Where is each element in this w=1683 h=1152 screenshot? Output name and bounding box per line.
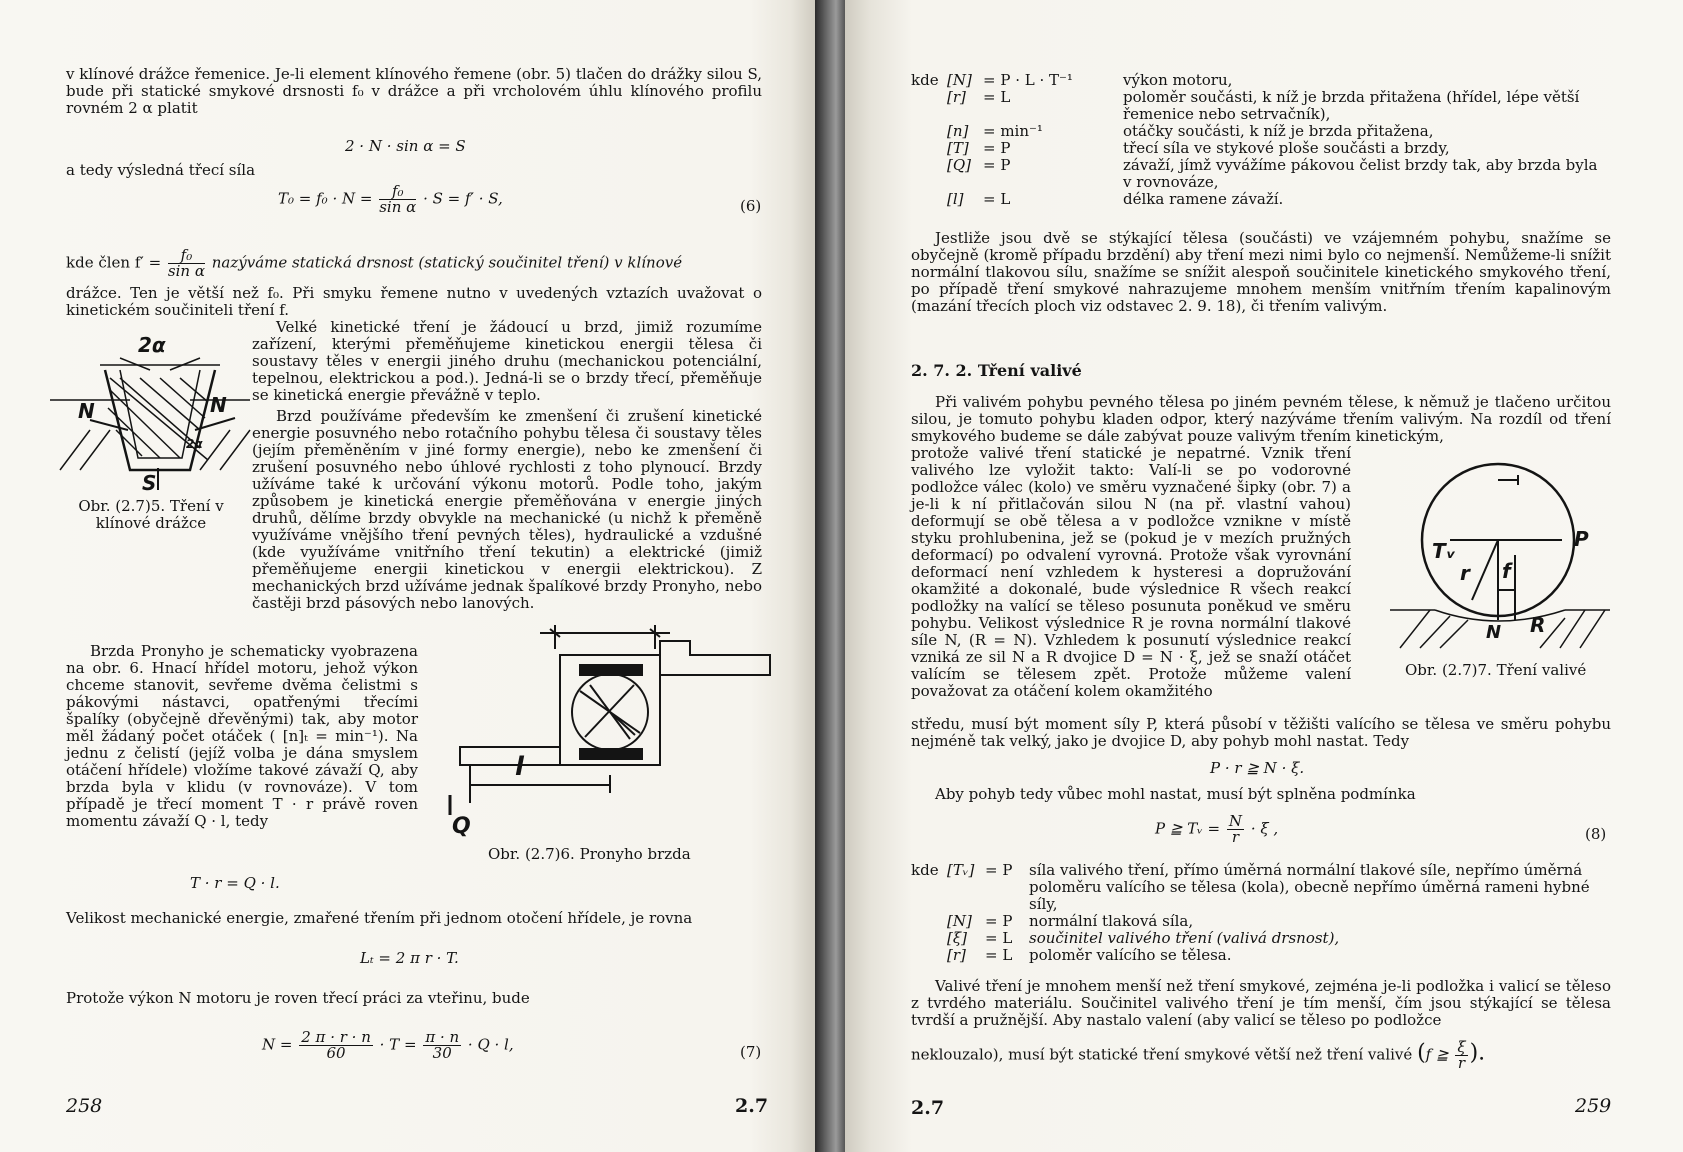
equation: 2 · N · sin α = S <box>345 137 466 155</box>
kde-label <box>911 913 947 930</box>
unit: = L <box>983 88 1011 106</box>
offset-label: f <box>1502 559 1511 583</box>
force-label: N <box>210 393 227 417</box>
force-label: Tᵥ <box>1432 539 1456 563</box>
unit: = P <box>985 861 1013 879</box>
definition-row <box>911 140 1611 157</box>
numerator: f₀ <box>379 184 416 200</box>
book-gutter <box>815 0 845 1152</box>
denominator: r <box>1231 828 1240 846</box>
left-page <box>0 0 815 1152</box>
definition-row <box>911 72 1611 89</box>
paragraph: Při valivém pohybu pevného tělesa po jiném pevném tělese, k němuž je tlačeno určitou silou, je tomuto pohybu kladen odpor, který nazýváme třením valivým. Na rozdíl od tření smykového budeme se dále zabývat pouze valivým třením kinetickým, <box>911 393 1611 445</box>
figure-prony-brake <box>440 625 780 839</box>
definition-row <box>911 123 1611 140</box>
definition-row <box>911 191 1611 208</box>
definition-row <box>911 930 1611 947</box>
fraction <box>1455 1040 1467 1071</box>
numerator: ξ <box>1457 1038 1466 1056</box>
symbol: [r] <box>947 946 966 964</box>
condition: f ≧ <box>1425 1045 1449 1064</box>
definition-row <box>911 862 1611 913</box>
radius-label: r <box>1460 561 1470 585</box>
definition-row <box>911 157 1611 191</box>
kde-label <box>911 930 947 947</box>
description: závaží, jímž vyvážíme pákovou čelist brzdy tak, aby brzda byla v rovnováze, <box>1123 156 1598 191</box>
symbol: [T] <box>947 139 969 157</box>
kde-label <box>911 89 947 123</box>
fraction <box>299 1030 373 1061</box>
equation-part: · Q · l, <box>467 1035 514 1054</box>
equation-part: · ξ , <box>1250 819 1279 838</box>
equation-part: T₀ = f₀ · N = <box>278 189 373 208</box>
section-mark: 2.7 <box>735 1095 769 1117</box>
unit: = L <box>983 190 1011 208</box>
paragraph: Jestliže jsou dvě se stýkající tělesa (součásti) ve vzájemném pohybu, snažíme se obyčejně (kromě případu brzdění) aby tření mezi nimi bylo co nejmenší. Nemůžeme-li snížit normální tlakovou sílu, snažíme se snížit alespoň součinitele kinetického smykového tření, po případě tření smykové nahrazujeme mnohem menším vnitřním třením kapalinovým (mazání třecích ploch viz odstavec 2. 9. 18), či třením valivým. <box>911 229 1611 315</box>
fraction <box>168 248 205 279</box>
force-label: N <box>78 399 95 423</box>
paragraph: drážce. Ten je větší než f₀. Při smyku řemene nutno v uvedených vztazích uvažovat o kinetickém součiniteli tření f. <box>66 284 762 319</box>
force-label: N <box>1486 622 1502 643</box>
paragraph: Velké kinetické tření je žádoucí u brzd, jimiž rozumíme zařízení, kterými přeměňujeme kinetickou energii tělesa či soustavy těles v energii jiného druhu (mechanickou potenciální, tepelnou, elektrickou a pod.). Jedná-li se o brzdy třecí, přeměňuje se kinetická energie převážně v teplo. <box>252 318 762 404</box>
equation-7 <box>262 1030 514 1061</box>
paragraph-line <box>911 1040 1611 1071</box>
paren-open: ( <box>1417 1040 1426 1066</box>
paragraph: v klínové drážce řemenice. Je-li element klínového řemene (obr. 5) tlačen do drážky silou S, bude při statické smykové drsnosti f₀ v drážce a při vrcholovém úhlu klínového profilu rovném 2 α platit <box>66 65 762 117</box>
unit: = L <box>985 946 1013 964</box>
unit: = L <box>985 929 1013 947</box>
fraction <box>379 184 416 215</box>
figure-caption: Obr. (2.7)6. Pronyho brzda <box>488 845 691 863</box>
angle-label: 2α <box>186 437 203 451</box>
denominator: 60 <box>326 1044 346 1062</box>
paragraph: a tedy výsledná třecí síla <box>66 161 256 179</box>
description: výkon motoru, <box>1123 71 1233 89</box>
paragraph-line <box>66 248 762 279</box>
text: kde člen f′ = <box>66 253 162 272</box>
kde-label <box>911 157 947 191</box>
page-number: 259 <box>1575 1095 1612 1117</box>
variable-definitions <box>911 72 1611 208</box>
kde-label <box>911 140 947 157</box>
equation-part: P ≧ Tᵥ = <box>1155 819 1221 838</box>
equation: P · r ≧ N · ξ. <box>1210 759 1305 777</box>
kde-label: kde <box>911 861 939 879</box>
fraction <box>423 1030 461 1061</box>
angle-label: 2α <box>138 333 166 357</box>
unit: = P <box>983 139 1011 157</box>
paragraph: Valivé tření je mnohem menší než tření smykové, zejména je-li podložka i valicí se těleso z tvrdého materiálu. Součinitel valivého tření je tím menší, čím jsou stýkající se tělesa tvrdší a pružnější. Aby nastalo valení (aby valicí se těleso po podložce <box>911 977 1611 1029</box>
equation: Lₜ = 2 π r · T. <box>360 949 459 967</box>
unit: = P <box>985 912 1013 930</box>
variable-definitions <box>911 862 1611 964</box>
figure-caption: Obr. (2.7)5. Tření v klínové drážce <box>78 497 224 532</box>
definition-row <box>911 89 1611 123</box>
figure-rolling-friction <box>1390 460 1610 650</box>
description: otáčky součásti, k níž je brzda přitažena, <box>1123 122 1434 140</box>
paragraph: protože valivé tření statické je nepatrné. Vznik tření valivého lze vyložit takto: Valí-li se po vodorovné podložce válec (kolo) ve směru vyznačené šipky (obr. 7) a je-li k ní přitlačován silou N (na př. vlastní vahou) deformují se obě tělesa a v podložce vznikne v místě styku prohlubenina, jež se (pokud je v mezích pružných deformací) po odvalení vyrovná. Protože však vyrovnání deformací není vzhledem k hysteresi a dopružování okamžité a dokonalé, bude výslednice R všech reakcí podložky na valící se těleso posunuta poněkud ve směru pohybu. Velikost výslednice R je rovna normální tlakové síle N, (R = N). Vzhledem k posunutí výslednice reakcí vzniká ze sil N a R dvojice D = N · ξ, jež se snaží otáčet valícím se tělesem zpět. Protože můžeme valení považovat za otáčení kolem okamžitého <box>911 444 1351 700</box>
equation-part: · T = <box>379 1035 417 1054</box>
kde-label <box>911 191 947 208</box>
description: poloměr valícího se tělesa. <box>1029 946 1232 964</box>
description: síla valivého tření, přímo úměrná normální tlakové síle, nepřímo úměrná poloměru valícího se tělesa (kola), obecně nepřímo úměrná rameni hybné síly, <box>1029 861 1590 913</box>
weight-label: Q <box>452 814 471 839</box>
symbol: [Q] <box>947 156 972 174</box>
equation-6 <box>278 184 503 215</box>
numerator: f₀ <box>168 248 205 264</box>
paragraph: Velikost mechanické energie, zmařené třením při jednom otočení hřídele, je rovna <box>66 909 693 927</box>
paragraph: středu, musí být moment síly P, která působí v těžišti valícího se tělesa ve směru pohybu nejméně tak velký, jako je dvojice D, aby pohyb mohl nastat. Tedy <box>911 715 1611 750</box>
equation-number: (8) <box>1585 825 1607 843</box>
unit: = P · L · T⁻¹ <box>983 71 1073 89</box>
text: neklouzalo), musí být statické tření smykové větší než tření valivé <box>911 1045 1413 1064</box>
symbol: [n] <box>947 122 969 140</box>
numerator: π · n <box>425 1028 460 1046</box>
denominator: sin α <box>379 198 417 216</box>
symbol: [N] <box>947 912 972 930</box>
denominator: r <box>1457 1054 1466 1072</box>
denominator: 30 <box>432 1044 452 1062</box>
page-number: 258 <box>66 1095 103 1117</box>
equation-part: · S = f′ · S, <box>423 189 503 208</box>
equation-number: (6) <box>740 197 762 215</box>
symbol: [Tᵥ] <box>947 861 975 879</box>
equation-8 <box>1155 814 1278 845</box>
section-heading: 2. 7. 2. Tření valivé <box>911 361 1082 380</box>
paragraph: Brzda Pronyho je schematicky vyobrazena na obr. 6. Hnací hřídel motoru, jehož výkon chceme stanovit, sevřeme dvěma čelistmi s pákovými nástavci, opatřenými třecími špalíky (obyčejně dřevěnými) tak, aby motor měl žádaný počet otáček ( [n]ₜ = min⁻¹). Na jednu z čelistí (jejíž volba je dána smyslem otáčení hřídele) vložíme takové závaží Q, aby brzda byla v klidu (v rovnováze). V tom případě je třecí moment T · r právě roven momentu závaží Q · l, tedy <box>66 642 418 830</box>
unit: = min⁻¹ <box>983 122 1043 140</box>
paren-close: ). <box>1469 1040 1486 1066</box>
definition-row <box>911 913 1611 930</box>
definition-row <box>911 947 1611 964</box>
symbol: [l] <box>947 190 964 208</box>
text: nazýváme statická drsnost (statický součinitel tření) v klínové <box>211 253 683 272</box>
symbol: [N] <box>947 71 972 89</box>
numerator: 2 π · r · n <box>301 1028 371 1046</box>
description: normální tlaková síla, <box>1029 912 1194 930</box>
kde-label: kde <box>911 71 939 89</box>
description: třecí síla ve stykové ploše součásti a brzdy, <box>1123 139 1450 157</box>
length-label: l <box>515 752 524 782</box>
kde-label <box>911 947 947 964</box>
force-label: R <box>1530 613 1546 637</box>
paragraph: Aby pohyb tedy vůbec mohl nastat, musí být splněna podmínka <box>935 785 1416 803</box>
description: délka ramene závaží. <box>1123 190 1284 208</box>
denominator: sin α <box>167 262 205 280</box>
description: poloměr součásti, k níž je brzda přitažena (hřídel, lépe větší řemenice nebo setrvačník), <box>1123 88 1580 123</box>
symbol: [r] <box>947 88 966 106</box>
symbol: [ξ] <box>947 929 967 947</box>
equation-part: N = <box>262 1035 293 1054</box>
paragraph: Protože výkon N motoru je roven třecí práci za vteřinu, bude <box>66 989 530 1007</box>
numerator: N <box>1228 812 1243 830</box>
force-label: P <box>1574 527 1589 551</box>
unit: = P <box>983 156 1011 174</box>
description: součinitel valivého tření (valivá drsnost), <box>1029 929 1340 947</box>
force-label: S <box>142 471 157 495</box>
paragraph: Brzd používáme především ke zmenšení či zrušení kinetické energie posuvného nebo rotačního pohybu tělesa či soustavy těles (jejím přeměněním v jiné formy energie), nebo ke zmenšení či zrušení posuvného nebo úhlové rychlosti z toho plynoucí. Brzdy užíváme také k určování výkonu motorů. Podle toho, jakým způsobem je kinetická energie přeměňována v energie jiných druhů, dělíme brzdy obvykle na mechanické (u nichž k přeměně využíváme vnějšího tření pevných těles), hydraulické a vzdušné (kde využíváme vnitřního tření tekutin) a elektrické (jimiž přeměňujeme energii kinetickou v energii elektrickou). Z mechanických brzd užíváme jednak špalíkové brzdy Pronyho, nebo častěji brzd pásových nebo lanových. <box>252 407 762 612</box>
equation-number: (7) <box>740 1043 762 1061</box>
figure-caption: Obr. (2.7)7. Tření valivé <box>1405 661 1587 679</box>
section-mark: 2.7 <box>911 1097 945 1119</box>
kde-label <box>911 123 947 140</box>
right-page <box>845 0 1683 1152</box>
figure-v-groove <box>50 330 250 495</box>
fraction <box>1227 814 1244 845</box>
equation: T · r = Q · l. <box>190 874 280 892</box>
